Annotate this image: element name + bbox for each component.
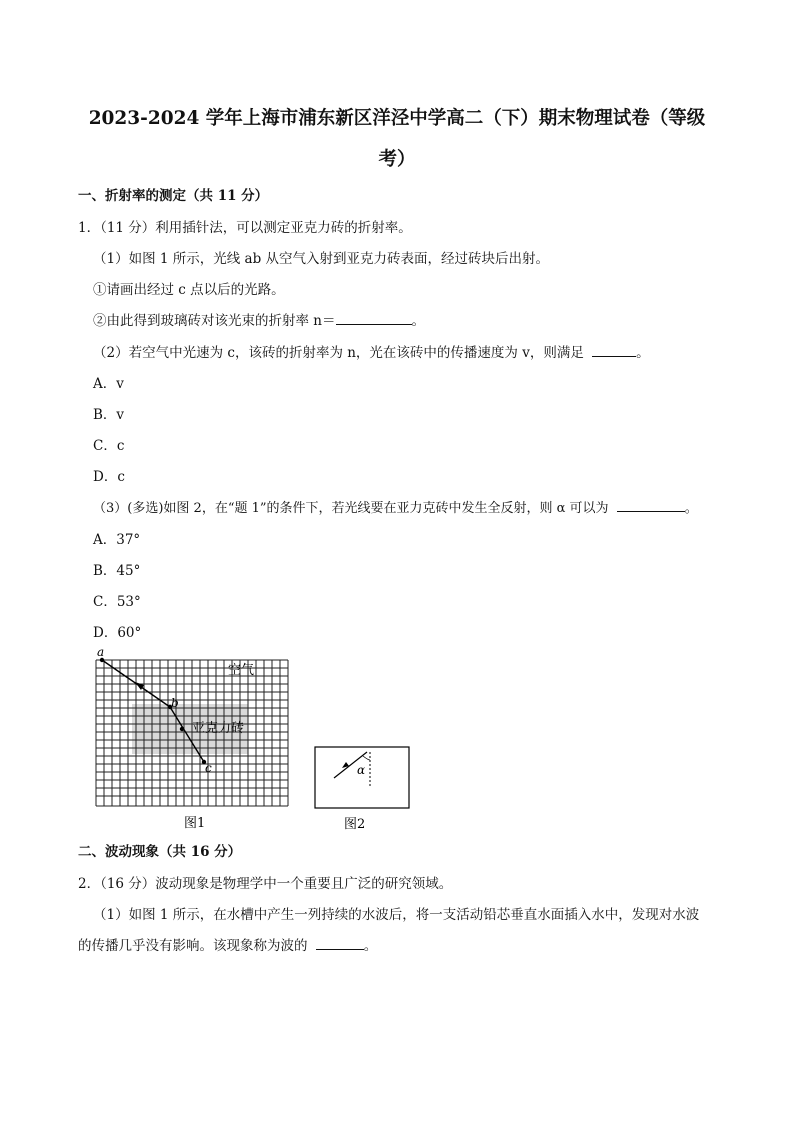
q1-part3-option-a[interactable]: A．37°	[93, 532, 141, 548]
section-2-heading: 二、波动现象（共 16 分）	[78, 844, 242, 860]
q1-part3-text: （3）(多选)如图 2，在“题 1”的条件下，若光线要在亚力克砖中发生全反射，则 α 可以为	[93, 501, 609, 516]
q2-stem: 2．（16 分）波动现象是物理学中一个重要且广泛的研究领域。	[78, 876, 453, 892]
q1-part3-option-b[interactable]: B．45°	[93, 563, 141, 579]
q1-part1-b	[93, 309, 425, 329]
label-block: 亚克力砖	[192, 721, 245, 736]
q1-part1-b-text: ②由此得到玻璃砖对该光束的折射率 n＝	[93, 313, 336, 329]
answer-blank[interactable]	[336, 312, 412, 325]
q1-part2	[93, 341, 650, 361]
label-alpha: α	[357, 763, 366, 777]
q1-part1-a: ①请画出经过 c 点以后的光路。	[93, 282, 285, 298]
q1-part3	[93, 497, 698, 516]
answer-blank[interactable]	[316, 937, 364, 950]
point-mid	[180, 727, 184, 731]
figure-1-caption: 图1	[184, 816, 206, 831]
label-air: 空气	[228, 663, 255, 678]
q1-part2-text: （2）若空气中光速为 c，该砖的折射率为 n，光在该砖中的传播速度为 v，则满足	[93, 345, 584, 361]
answer-blank[interactable]	[592, 344, 636, 357]
q2-part1-end: 。	[363, 938, 378, 954]
figure-2	[312, 744, 414, 834]
q2-part1-line1: （1）如图 1 所示，在水槽中产生一列持续的水波后，将一支活动铅芯垂直水面插入水中，发现对水波	[93, 907, 700, 923]
label-c: c	[205, 761, 212, 775]
q1-part2-option-a[interactable]: A．v	[93, 376, 124, 392]
q1-part1-b-end: 。	[411, 313, 425, 329]
label-a: a	[97, 645, 105, 659]
q1-part2-end: 。	[636, 345, 650, 361]
q1-part3-option-c[interactable]: C．53°	[93, 594, 141, 610]
section-1-heading: 一、折射率的测定（共 11 分）	[78, 188, 269, 204]
q1-part3-end: 。	[684, 501, 698, 516]
figure-1	[84, 644, 306, 834]
q1-part1: （1）如图 1 所示，光线 ab 从空气入射到亚克力砖表面，经过砖块后出射。	[93, 251, 550, 267]
q1-part2-option-b[interactable]: B．v	[93, 407, 125, 423]
q2-part1-text: 的传播几乎没有影响。该现象称为波的	[78, 938, 308, 954]
angle-arc	[363, 756, 370, 760]
exam-title-line2: 考）	[378, 149, 416, 170]
q1-part2-option-d[interactable]: D．c	[93, 469, 125, 485]
q2-part1-line2	[78, 934, 377, 954]
label-b: b	[171, 696, 179, 710]
exam-title-line1: 2023-2024 学年上海市浦东新区洋泾中学高二（下）期末物理试卷（等级	[88, 108, 706, 129]
q1-part3-option-d[interactable]: D．60°	[93, 625, 142, 641]
q1-part2-option-c[interactable]: C．c	[93, 438, 125, 454]
answer-blank[interactable]	[617, 499, 685, 512]
q1-stem: 1．（11 分）利用插针法，可以测定亚克力砖的折射率。	[78, 220, 412, 236]
figure-2-caption: 图2	[344, 817, 366, 832]
